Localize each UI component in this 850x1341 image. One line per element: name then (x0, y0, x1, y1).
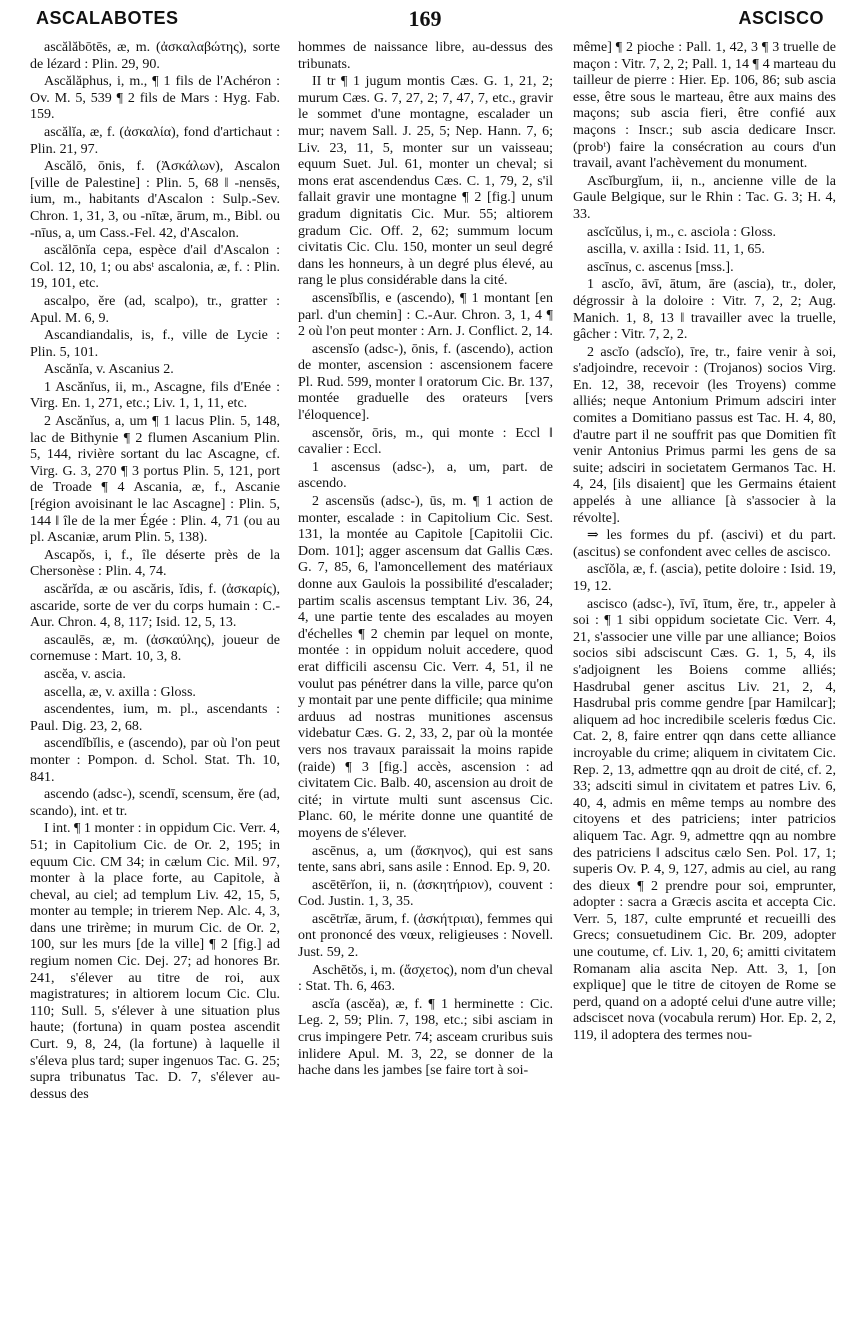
entry-text: Ascapŏs, i, f., île déserte près de la Chersonèse : Plin. 4, 74. (30, 547, 280, 580)
entry-text: Aschētŏs, i, m. (ἄσχετος), nom d'un cheval : Stat. Th. 6, 463. (298, 962, 553, 995)
dictionary-entry (298, 74, 553, 290)
entry-text: Ascĭburgĭum, ii, n., ancienne ville de la Gaule Belgique, sur le Rhin : Tac. G. 3; H. 4, 33. (573, 173, 836, 222)
dictionary-entry (30, 787, 280, 820)
dictionary-entry (298, 426, 553, 459)
dictionary-entry (573, 528, 836, 561)
entry-text: ascētrĭæ, ārum, f. (ἀσκήτριαι), femmes qui ont prononcé des vœux, religieuses : Novell. Just. 59, 2. (298, 911, 553, 961)
dictionary-entry (30, 582, 280, 632)
entry-text: 2 Ascănĭus, a, um ¶ 1 lacus Plin. 5, 148, lac de Bithynie ¶ 2 flumen Ascanium Plin. 5, 144, rivière sortant du lac Ascagne, cf. Virg. G. 3, 270 ¶ 3 portus Plin. 5, 121, port de Troade ¶ 4 Ascania, æ, f., Ascanie [région avoisinant le lac Ascagne] : Plin. 5, 144 ‖ île de la mer Égée : Plin. 4, 71 (ou au pl. Ascaniæ, arum Plin. 5, 138). (30, 414, 280, 546)
dictionary-entry (30, 380, 280, 413)
dictionary-entry (30, 362, 280, 379)
dictionary-entry (30, 633, 280, 666)
entry-text: Ascănĭa, v. Ascanius 2. (44, 362, 174, 378)
dictionary-entry (573, 174, 836, 224)
entry-text: ascalpo, ĕre (ad, scalpo), tr., gratter : Apul. M. 6, 9. (30, 293, 280, 326)
dictionary-entry (573, 562, 836, 595)
column-3 (573, 40, 836, 1336)
entry-text: ascărĭda, æ ou ascăris, ĭdis, f. (ἀσκαρίς), ascaride, sorte de ver du corps humain : C.-Aur. Chron. 4, 8, 117; Isid. 12, 5, 13. (30, 582, 280, 631)
entry-text: II tr ¶ 1 jugum montis Cæs. G. 1, 21, 2; murum Cæs. G. 7, 27, 2; 7, 47, 7, etc., gravir le sommet d'une montagne, escalader un mur; navem Sall. J. 25, 5; Nep. Hann. 7, 6; Liv. 23, 11, 5, monter sur un vaisseau; equum Suet. Jul. 61, monter un cheval; si mons erat ascendendus Cæs. C. 1, 79, 2, s'il fallait gravir une montagne ¶ 2 [fig.] unum gradum dignitatis Cic. Mur. 55; altiorem gradum Cic. Off. 2, 62; summum locum civitatis Cic. Clu. 150, monter un seul degré dans les honneurs, à un degré plus élevé, au rang le plus considérable dans la cité. (298, 74, 553, 289)
entry-text: 1 ascĭo, āvī, ātum, āre (ascia), tr., doler, dégrossir à la doloire : Vitr. 7, 2, 2; Aug. Manich. 1, 8, 13 ‖ travailler avec la truelle, gâcher : Vitr. 7, 2, 2. (573, 277, 836, 343)
entry-text: Ascălō, ōnis, f. (Ἀσκάλων), Ascalon [ville de Palestine] : Plin. 5, 68 ‖ -nensēs, ium, m., habitants d'Ascalon : Sulp.-Sev. Chron. 1, 31, 3, ou -nītæ, ārum, m., Bibl. ou -nīus, a, um Cass.-Fel. 42, d'Ascalon. (30, 159, 280, 241)
dictionary-entry (298, 291, 553, 341)
entry-text: ascēnus, a, um (ἄσκηνος), qui est sans tente, sans abri, sans asile : Ennod. Ep. 9, 20. (298, 843, 553, 876)
dictionary-entry (573, 242, 836, 259)
dictionary-entry (298, 40, 553, 73)
page-number: 169 (408, 6, 442, 31)
entry-text: ascălĭa, æ, f. (ἀσκαλία), fond d'artichaut : Plin. 21, 97. (30, 124, 280, 157)
entry-text: I int. ¶ 1 monter : in oppidum Cic. Verr. 4, 51; in Capitolium Cic. de Or. 2, 195; in equum Cic. CM 34; in cælum Cic. Mil. 97, monter à la place forte, au Capitole, à cheval, au ciel; ad templum Liv. 42, 15, 5, monter au temple; in trierem Nep. Alc. 4, 3, dans une trirème; in murum Cic. de Or. 2, 100, sur les murs [de la ville] ¶ 2 [fig.] ad regium nomen Cic. Dej. 27; ad honores Br. 241, s'élever au titre de roi, aux magistratures; in altiorem locum Cic. Clu. 110; Sull. 5, s'élever à une situation plus haute; (fortuna) in quam postea ascendit Curt. 9, 8, 24, (la fortune) à laquelle il s'éleva plus tard; super ingenuos Tac. G. 25; supra tribunatus Tac. D. 7, s'élever au-dessus des (30, 821, 280, 1102)
entry-text: Ascălăphus, i, m., ¶ 1 fils de l'Achéron : Ov. M. 5, 539 ¶ 2 fils de Mars : Hyg. Fab. 159. (30, 74, 280, 123)
entry-text: 1 Ascănĭus, ii, m., Ascagne, fils d'Enée : Virg. En. 1, 271, etc.; Liv. 1, 1, 11, etc. (30, 379, 280, 412)
dictionary-entry (30, 821, 280, 1103)
entry-text: ascendĭbĭlis, e (ascendo), par où l'on peut monter : Pompon. d. Schol. Stat. Th. 10, 841. (30, 736, 280, 785)
entry-text: ascella, æ, v. axilla : Gloss. (44, 684, 196, 700)
column-2 (298, 40, 553, 1336)
dictionary-entry (30, 414, 280, 547)
dictionary-entry (298, 912, 553, 962)
dictionary-entry (298, 844, 553, 877)
entry-text: 1 ascensus (adsc-), a, um, part. de ascendo. (298, 459, 553, 492)
entry-text: ascendentes, ium, m. pl., ascendants : Paul. Dig. 23, 2, 68. (30, 702, 280, 734)
dictionary-entry (298, 460, 553, 493)
dictionary-entry (30, 702, 280, 735)
entry-text: ascensĭbĭlis, e (ascendo), ¶ 1 montant [en parl. d'un chemin] : C.-Aur. Chron. 3, 1, 4 ¶ 2 où l'on peut monter : Arn. J. Conflict. 2, 14. (298, 290, 553, 340)
dictionary-columns (30, 40, 836, 1336)
dictionary-entry (573, 40, 836, 173)
entry-text: ⇒ les formes du pf. (ascivi) et du part. (ascitus) se confondent avec celles de ascisco. (573, 528, 836, 560)
dictionary-entry (298, 342, 553, 425)
dictionary-entry (30, 328, 280, 361)
left-running-head: ASCALABOTES (36, 8, 179, 28)
entry-text: ascīnus, c. ascenus [mss.]. (587, 259, 734, 275)
dictionary-entry (573, 597, 836, 1045)
entry-text: ascilla, v. axilla : Isid. 11, 1, 65. (587, 242, 765, 258)
dictionary-entry (30, 125, 280, 158)
right-running-head: ASCISCO (738, 8, 824, 28)
dictionary-entry (30, 736, 280, 786)
dictionary-entry (30, 548, 280, 581)
dictionary-entry (30, 667, 280, 684)
dictionary-entry (30, 294, 280, 327)
dictionary-entry (30, 74, 280, 124)
dictionary-entry (573, 225, 836, 242)
entry-text: ascălōnĭa cepa, espèce d'ail d'Ascalon : Col. 12, 10, 1; ou absᵗ ascalonia, æ, f. : Plin. 19, 101, etc. (30, 243, 280, 292)
dictionary-entry (30, 159, 280, 242)
column-1 (30, 40, 280, 1336)
entry-text: ascisco (adsc-), īvī, ītum, ĕre, tr., appeler à soi : ¶ 1 sibi oppidum societate Cic. Verr. 4, 21, s'associer une ville par une alliance; Boios socios sibi adsciscunt Cæs. G. 1, 5, 4, ils s'adjoignent les Boiens comme alliés; Hasdrubal gener ascitus Liv. 21, 2, 4, Hasdrubal pris comme gendre [par Hamilcar]; aliquem ad hoc incredibile sceleris fœdus Cic. Cat. 2, 8, faire entrer qqn dans cette alliance incroyable du crime; aliquem in civitatem Cic. Rep. 2, 13, admettre qqn au droit de cité, cf. 2, 33; adsciti simul in civitatem et patres Liv. 6, 40, 4, admis en même temps au nombre des citoyens et des patriciens; inter patricios aliquem Tac. Agr. 9, admettre qqn au nombre des patriciens ‖ adscitus cælo Sen. Pol. 17, 1; superis Ov. P. 4, 9, 127, admis au ciel, au rang des dieux ¶ 2 prendre pour soi, emprunter, adopter : sacra a Græcis ascita et accepta Cic. Verr. 5, 187, culte emprunté et recueilli des Grecs; consuetudinem Cic. Br. 209, adopter une coutume, cf. Liv. 1, 20, 6; amitti civitatem Romanam alia ascita Nep. Att. 3, 1, [on explique] que le titre de citoyen de Rome se perd, quand on a adopté celui d'une autre ville; adsciscet nova (vocabula rerum) Hor. Ep. 2, 2, 119, il adoptera des termes nou- (573, 596, 836, 1044)
entry-text: ascaulēs, æ, m. (ἀσκαύλης), joueur de cornemuse : Mart. 10, 3, 8. (30, 632, 280, 665)
page-header (0, 6, 850, 34)
entry-text: 2 ascensŭs (adsc-), ūs, m. ¶ 1 action de monter, escalade : in Capitolium Cic. Sest. 131, la montée au Capitole [Capitolii Cic. Dom. 101]; agger ascensum dat Gallis Cæs. G. 7, 85, 6, l'amoncellement des matériaux donne aux Gaulois la possibilité d'escalader; partim scalis ascensus temptant Liv. 36, 24, 4, une partie tente des escalades au moyen d'échelles ¶ 2 chemin par lequel on monte, montée : in oppidum noluit accedere, quod erat difficili ascensu Cic. Verr. 4, 51, il ne voulut pas pénétrer dans la ville, parce qu'on y montait par une pente difficile; qua minime arduus ad nostras munitiones ascensus videbatur Cæs. G. 2, 33, 2, par où la montée vers nos travaux paraissait la moins rapide (raide) ¶ 3 [fig.] accès, ascension : ad civitatem Cic. Balb. 40, ascension au droit de cité; in virtute multi sunt ascensus Cic. Planc. 60, le mérite donne une quantité de moyens de s'élever. (298, 494, 553, 841)
entry-text: ascensŏr, ōris, m., qui monte : Eccl ‖ cavalier : Eccl. (298, 425, 553, 458)
entry-text: hommes de naissance libre, au-dessus des tribunats. (298, 40, 553, 72)
entry-text: ascĭa (ascĕa), æ, f. ¶ 1 herminette : Cic. Leg. 2, 59; Plin. 7, 198, etc.; sibi asciam in crus impingere Petr. 74; asceam cruribus suis inlidere Apul. M. 3, 22, se donner de la hache dans les jambes [se faire tort à soi- (298, 996, 553, 1079)
entry-text: ascălăbōtēs, æ, m. (ἀσκαλαβώτης), sorte de lézard : Plin. 29, 90. (30, 40, 280, 72)
dictionary-entry (298, 997, 553, 1080)
entry-text: ascētērĭon, ii, n. (ἀσκητήριον), couvent : Cod. Justin. 1, 3, 35. (298, 877, 553, 910)
entry-text: ascĕa, v. ascia. (44, 666, 126, 682)
dictionary-entry (30, 40, 280, 73)
entry-text: 2 ascĭo (adscĭo), īre, tr., faire venir à soi, s'adjoindre, recevoir : (Trojanos) socios Virg. En. 12, 38, recevoir (les Troyens) comme alliés; neque Antonium Primum adsciri inter comites a Domitiano passus est Tac. H. 4, 80, d'autre part il ne souffrit pas que Domitien fît venir Antonius Primus parmi les gens de sa suite; adsciri in societatem Germanos Tac. H. 4, 24, [ils disaient] que les Germains étaient appelés à une alliance [à s'associer à la révolte]. (573, 344, 836, 526)
entry-text: ascendo (adsc-), scendī, scensum, ĕre (ad, scando), int. et tr. (30, 787, 280, 819)
dictionary-entry (573, 277, 836, 343)
entry-text: ascĭŏla, æ, f. (ascia), petite doloire : Isid. 19, 19, 12. (573, 562, 836, 594)
entry-text: Ascandiandalis, is, f., ville de Lycie : Plin. 5, 101. (30, 328, 280, 360)
dictionary-entry (30, 685, 280, 702)
dictionary-entry (298, 963, 553, 996)
entry-text: même] ¶ 2 pioche : Pall. 1, 42, 3 ¶ 3 truelle de maçon : Vitr. 7, 2, 2; Pall. 1, 14 ¶ 4 marteau du tailleur de pierre : Hier. Ep. 106, 86; sub ascia esse, être sous le marteau, être aux mains des maçons; sub ascia fieri, être confié aux maçons : Inscr.; sub ascia dedicare Inscr. (probᵗ) faire la consécration au cours d'un travail, avant l'achèvement du monument. (573, 40, 836, 172)
dictionary-entry (298, 878, 553, 911)
dictionary-entry (573, 345, 836, 528)
entry-text: ascensĭo (adsc-), ōnis, f. (ascendo), action de monter, ascension : ascensionem facere Pl. Rud. 599, monter ‖ oratorum Cic. Br. 137, montée graduelle des orateurs [vers l'éloquence]. (298, 341, 553, 424)
dictionary-entry (298, 494, 553, 842)
dictionary-entry (573, 260, 836, 277)
entry-text: ascĭcŭlus, i, m., c. asciola : Gloss. (587, 224, 776, 240)
dictionary-entry (30, 243, 280, 293)
